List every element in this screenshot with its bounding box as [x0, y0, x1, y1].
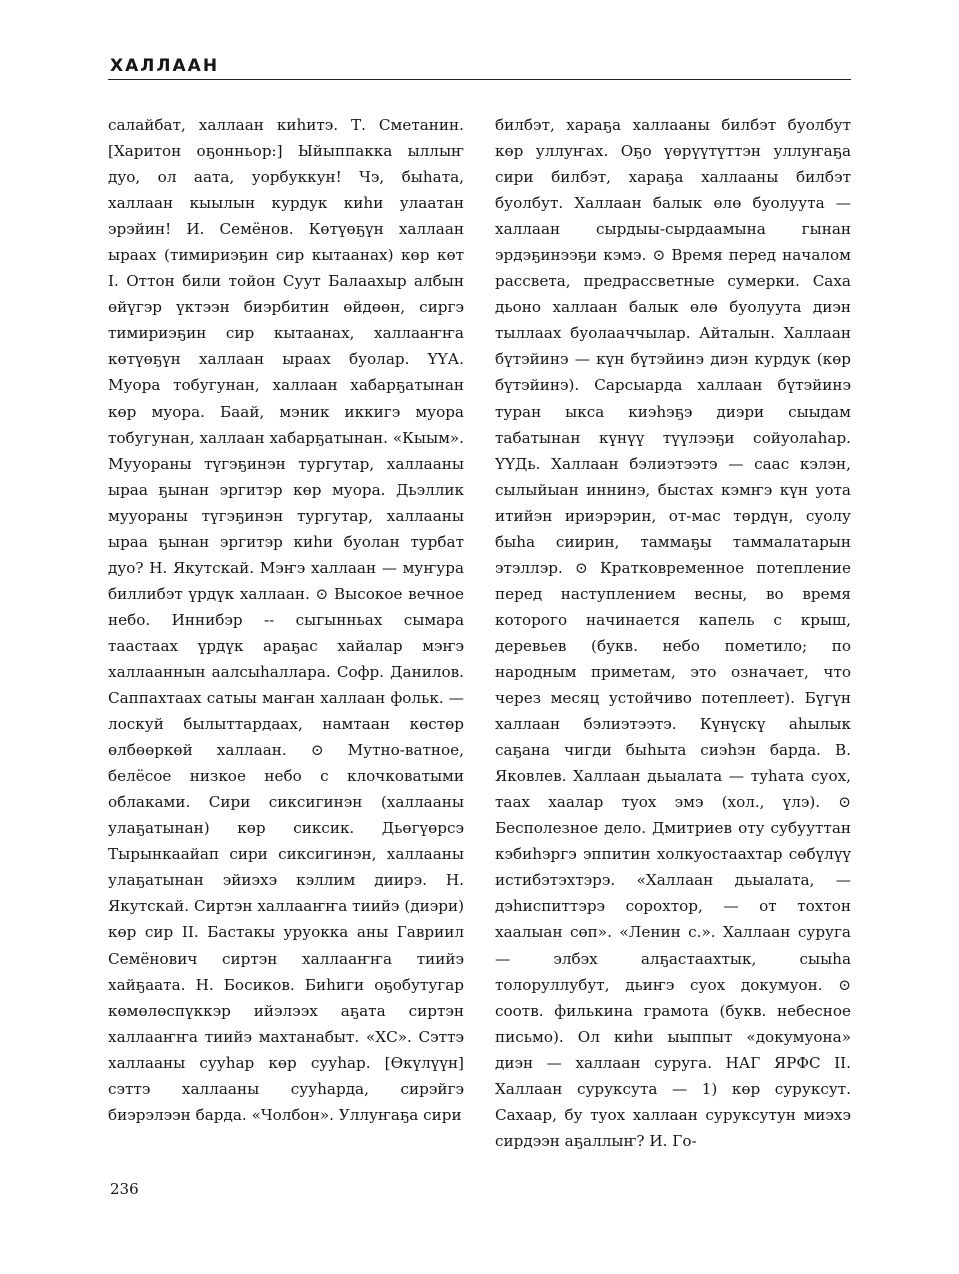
- running-head: ХАЛЛААН: [110, 56, 220, 76]
- page-number: 236: [110, 1180, 139, 1198]
- header-rule: [108, 79, 851, 80]
- right-column-text: билбэт, хараҕа халлааны билбэт буолбут көр уллуҥах. Оҕо үөрүүтүттэн уллуҥаҕа сири билбэт, хараҕа халлааны билбэт буолбут. Халлаан балык өлө буолуута — халлаан сырдыы-сырдаамына гынан эрдэҕинээҕи кэмэ. ⊙ Время перед началом рассвета, предрассветные сумерки. Саха дьоно халлаан балык өлө буолуута диэн тыллаах буолааччылар. Айталын. Халлаан бүтэйинэ — күн бүтэйинэ диэн курдук (көр бүтэйинэ). Сарсыарда халлаан бүтэйинэ туран ыкса киэһэҕэ диэри сыыдам табатынан күнүү түүлээҕи сойуолаһар. ҮҮДь. Халлаан бэлиэтээтэ — саас кэлэн, сылыйыан иннинэ, быстах кэмҥэ күн уота итийэн ириэрэрин, от-мас төрдүн, суолу быһа сиирин, таммаҕы таммалатарын этэллэр. ⊙ Кратковременное потепление перед наступлением весны, во время которого начинается капель с крыш, деревьев (букв. небо пометило; по народным приметам, это означает, что через месяц устойчиво потеплеет). Бүгүн халлаан бэлиэтээтэ. Күнүскү аһылык саҕана чигди быһыта сиэһэн барда. В. Яковлев. Халлаан дьыалата — туһата суох, таах хаалар туох эмэ (хол., үлэ). ⊙ Бесполезное дело. Дмитриев оту субууттан кэбиһэргэ эппитин холкуостаахтар сөбүлүү истибэтэхтэрэ. «Халлаан дьыалата, — дэһиспиттэрэ сорохтор, — от тохтон хаалыан сөп». «Ленин с.». Халлаан суруга — элбэх алҕастаахтык, сыыһа толоруллубут, дьиҥэ суох докумуон. ⊙ соотв. филькина грамота (букв. небесное письмо). Ол киһи ыыппыт «докумуона» диэн — халлаан суруга. НАГ ЯРФС II. Халлаан суруксута — 1) көр суруксут. Сахаар, бу туох халлаан суруксутун миэхэ сирдээн аҕаллыҥ? И. Го-: [495, 116, 851, 1150]
- left-column-text: салайбат, халлаан киһитэ. Т. Сметанин. [Харитон оҕонньор:] Ыйыппакка ыллыҥ дуо, ол аата, уорбуккун! Чэ, быһата, халлаан кыылын курдук киһи улаатан эрэйин! И. Семёнов. Көтүөҕүн халлаан ыраах (тимириэҕин сир кытаанах) көр көт I. Оттон били тойон Суут Балаахыр албын өйүгэр үктээн биэрбитин өйдөөн, сиргэ тимириэҕин сир кытаанах, халлааҥҥа көтүөҕүн халлаан ыраах буолар. ҮҮА. Муора тобугунан, халлаан хабарҕатынан көр муора. Баай, мэник иккигэ муора тобугунан, халлаан хабарҕатынан. «Кыым». Мууораны түгэҕинэн тургутар, халлааны ыраа ҕынан эргитэр көр муора. Дьэллик мууораны түгэҕинэн тургутар, халлааны ыраа ҕынан эргитэр киһи буолан турбат дуо? Н. Якутскай. Мэҥэ халлаан — муҥура биллибэт үрдүк халлаан. ⊙ Высокое вечное небо. Иннибэр -- сыгынньах сымара таастаах үрдүк араҕас хайалар мэҥэ халлааннын аалсыһаллара. Софр. Данилов. Саппахтаах сатыы маҥан халлаан фольк. — лоскуй былыттардаах, намтаан көстөр өлбөөркөй халлаан. ⊙ Мутно-ватное, белёсое низкое небо с клочковатыми облаками. Сири сиксигинэн (халлааны улаҕатынан) көр сиксик. Дьөгүөрсэ Тырынкаайап сири сиксигинэн, халлааны улаҕатынан эйиэхэ кэллим диирэ. Н. Якутскай. Сиртэн халлааҥҥа тиийэ (диэри) көр сир II. Бастакы уруокка аны Гавриил Семёнович сиртэн халлааҥҥа тиийэ хайҕаата. Н. Босиков. Биһиги оҕобутугар көмөлөспүккэр ийэлээх аҕата сиртэн халлааҥҥа тиийэ махтанабыт. «ХС». Сэттэ халлааны сууһар көр сууһар. [Өкүлүүн] сэттэ халлааны сууһарда, сирэйгэ биэрэлээн барда. «Чолбон». Уллуҥаҕа сири: [108, 116, 464, 1124]
- left-column: [108, 112, 464, 1182]
- right-column: [495, 112, 851, 1182]
